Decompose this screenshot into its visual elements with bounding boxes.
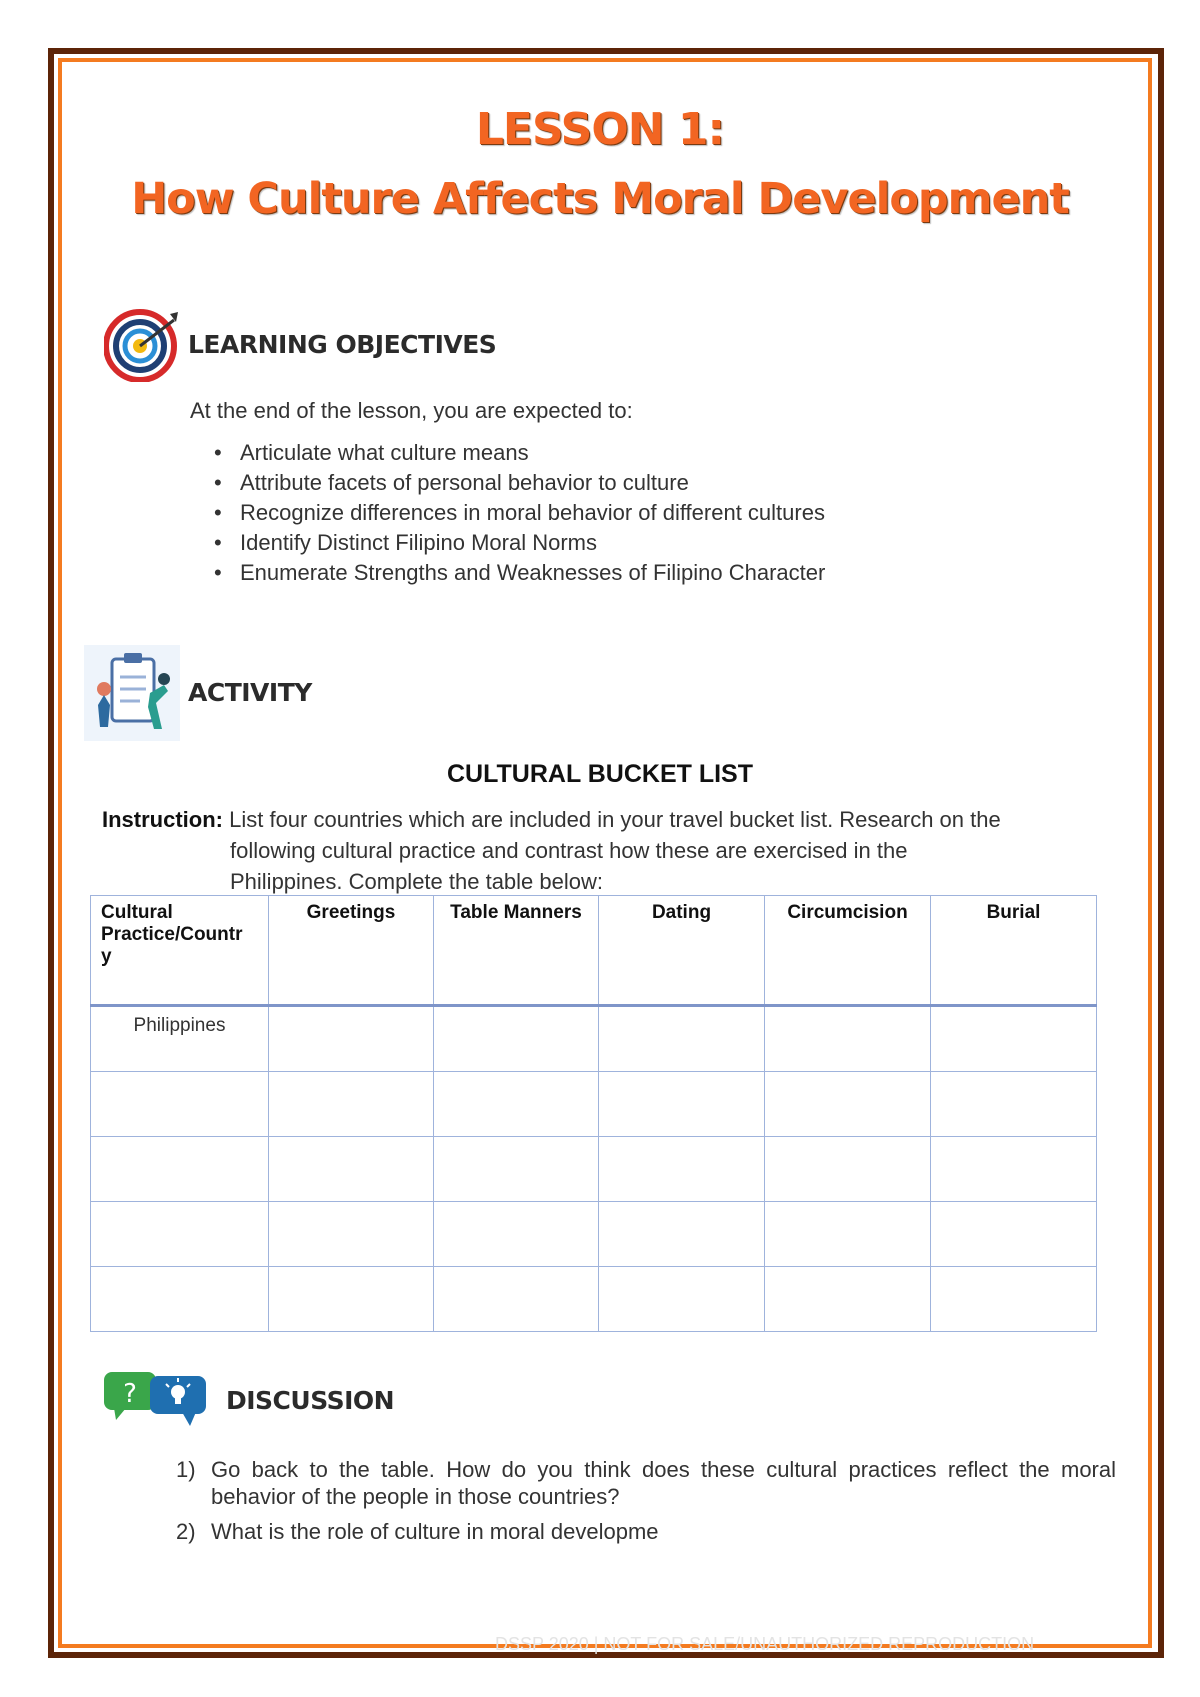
- item-text: What is the role of culture in moral developme: [211, 1519, 659, 1544]
- table-cell[interactable]: [765, 1072, 931, 1137]
- list-item: • Recognize differences in moral behavior of different cultures: [240, 498, 825, 528]
- discussion-heading: DISCUSSION: [226, 1386, 395, 1415]
- objectives-list: [240, 438, 825, 588]
- column-header: Table Manners: [434, 896, 599, 1006]
- table-row: [91, 1267, 1097, 1332]
- table-cell[interactable]: [765, 1202, 931, 1267]
- column-header: Burial: [931, 896, 1097, 1006]
- table-cell[interactable]: [269, 1267, 434, 1332]
- lesson-number: LESSON 1:: [475, 104, 725, 155]
- table-cell[interactable]: [931, 1006, 1097, 1072]
- column-header: Greetings: [269, 896, 434, 1006]
- table-cell[interactable]: [269, 1072, 434, 1137]
- table-cell[interactable]: [599, 1072, 765, 1137]
- target-icon: [104, 306, 180, 387]
- table-cell[interactable]: [931, 1202, 1097, 1267]
- table-row: [91, 1072, 1097, 1137]
- table-cell[interactable]: [269, 1202, 434, 1267]
- table-header-row: [91, 896, 1097, 1006]
- bucket-list-title: CULTURAL BUCKET LIST: [447, 760, 753, 788]
- table-row: [91, 1006, 1097, 1072]
- instruction-line-3: Philippines. Complete the table below:: [230, 869, 604, 894]
- table-cell[interactable]: [91, 1072, 269, 1137]
- column-header: Dating: [599, 896, 765, 1006]
- list-item: [176, 1518, 1116, 1545]
- table-cell[interactable]: [599, 1137, 765, 1202]
- activity-heading: ACTIVITY: [188, 678, 312, 707]
- list-item: [176, 1456, 1116, 1510]
- learning-objectives-heading: LEARNING OBJECTIVES: [188, 330, 497, 359]
- table-cell[interactable]: [91, 1267, 269, 1332]
- table-cell[interactable]: [434, 1267, 599, 1332]
- item-number: 2): [176, 1519, 196, 1544]
- item-number: 1): [176, 1457, 196, 1482]
- table-cell[interactable]: [599, 1006, 765, 1072]
- table-cell[interactable]: [765, 1006, 931, 1072]
- table-cell[interactable]: [91, 1202, 269, 1267]
- table-cell[interactable]: [599, 1202, 765, 1267]
- list-item: • Identify Distinct Filipino Moral Norms: [240, 528, 825, 558]
- table-row: [91, 1202, 1097, 1267]
- bucket-list-table: [90, 895, 1097, 1332]
- table-cell[interactable]: [931, 1267, 1097, 1332]
- table-cell[interactable]: [599, 1267, 765, 1332]
- list-item: • Attribute facets of personal behavior to culture: [240, 468, 825, 498]
- table-row: [91, 1137, 1097, 1202]
- table-cell[interactable]: [269, 1137, 434, 1202]
- table-cell[interactable]: [434, 1072, 599, 1137]
- question-lightbulb-icon: [104, 1370, 216, 1433]
- column-header: Circumcision: [765, 896, 931, 1006]
- item-text: Go back to the table. How do you think does these cultural practices reflect the moral behavior of the people in those countries?: [211, 1457, 1116, 1509]
- table-cell[interactable]: [434, 1137, 599, 1202]
- table-cell[interactable]: [434, 1202, 599, 1267]
- table-cell[interactable]: [765, 1267, 931, 1332]
- table-cell[interactable]: [765, 1137, 931, 1202]
- objectives-intro: At the end of the lesson, you are expected to:: [190, 398, 633, 423]
- list-item: • Articulate what culture means: [240, 438, 825, 468]
- footer-watermark: DSSP 2020 | NOT FOR SALE/UNAUTHORIZED REPRODUCTION: [495, 1634, 1035, 1654]
- table-cell[interactable]: [434, 1006, 599, 1072]
- instruction-label: Instruction:: [102, 807, 223, 832]
- table-cell[interactable]: Philippines: [91, 1006, 269, 1072]
- table-cell[interactable]: [91, 1137, 269, 1202]
- clipboard-icon: [84, 645, 180, 746]
- table-cell[interactable]: [269, 1006, 434, 1072]
- table-cell[interactable]: [931, 1072, 1097, 1137]
- lesson-title: How Culture Affects Moral Development: [131, 174, 1069, 224]
- instruction-line-1: List four countries which are included in your travel bucket list. Research on the: [223, 807, 1001, 832]
- instruction-text: [102, 804, 1102, 897]
- svg-text:?: ?: [123, 1379, 137, 1409]
- list-item: • Enumerate Strengths and Weaknesses of Filipino Character: [240, 558, 825, 588]
- discussion-list: [176, 1456, 1116, 1553]
- table-cell[interactable]: [931, 1137, 1097, 1202]
- column-header: Cultural Practice/Countr y: [91, 896, 269, 1006]
- instruction-line-2: following cultural practice and contrast how these are exercised in the: [230, 838, 908, 863]
